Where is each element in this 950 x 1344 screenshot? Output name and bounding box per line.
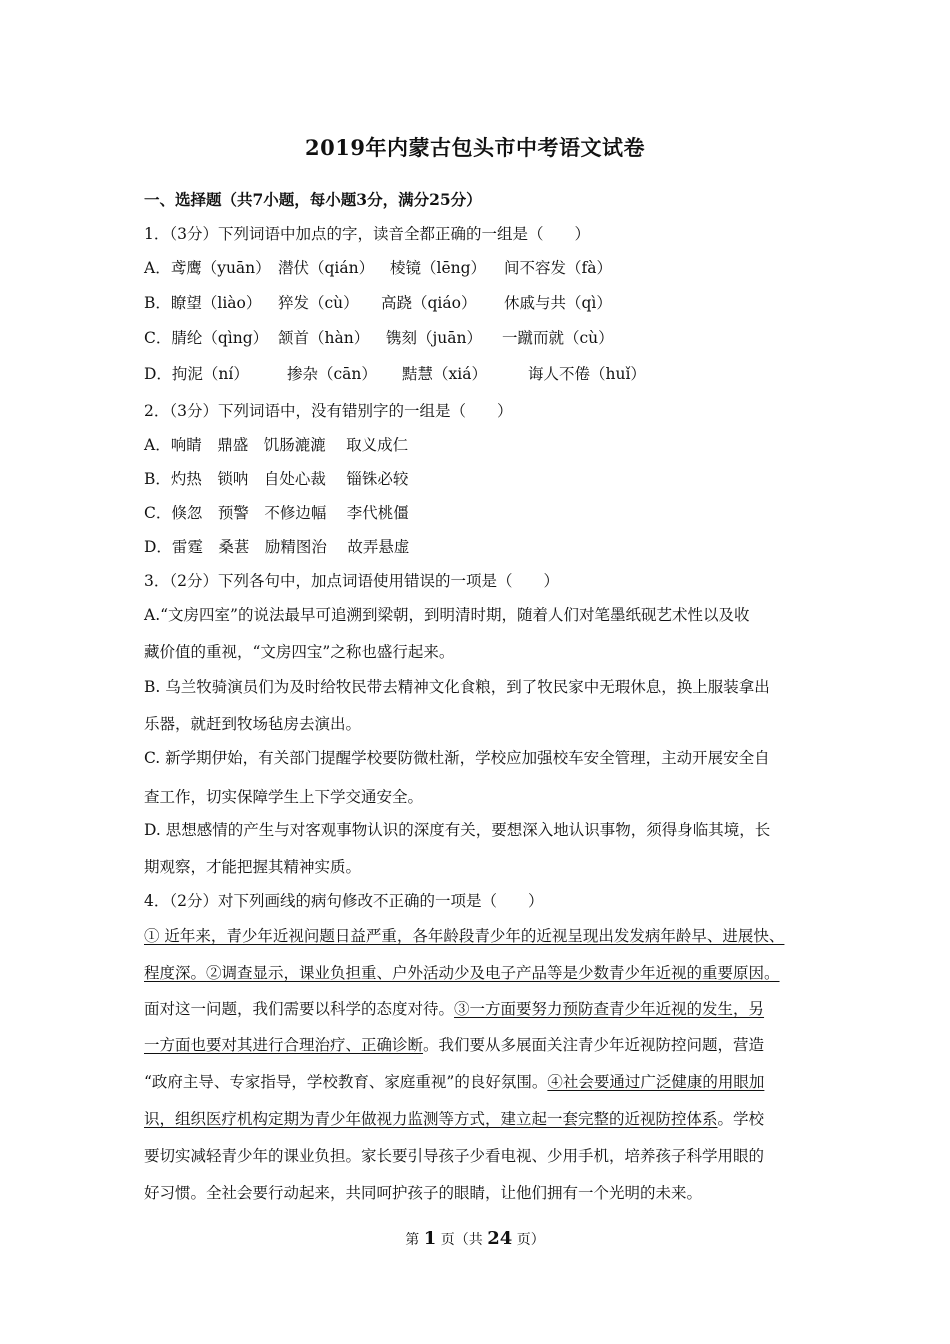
- q4-sentence3-end: 一方面也要对其进行合理治疗、正确诊断: [144, 1036, 424, 1054]
- q4-passage-line4: [144, 1034, 814, 1056]
- q4-text: 。我们要从多展面关注青少年近视防控问题，营造: [423, 1036, 765, 1054]
- q3-option-c-line2: 查工作，切实保障学生上下学交通安全。: [144, 788, 424, 806]
- page-number: 1: [423, 1228, 437, 1249]
- q1-b-2: 猝发（cù）: [278, 294, 359, 312]
- q1-b-3: 高跷（qiáo）: [381, 294, 477, 312]
- q2-option-d: D．雷霆 桑葚 励精图治 故弄悬虚: [144, 538, 410, 556]
- q1-d-2: 掺杂（cān）: [287, 365, 377, 383]
- section-heading: 一、选择题（共7小题，每小题3分，满分25分）: [144, 190, 482, 209]
- q1-a-1: A．鸢鹰（yuān）: [144, 259, 271, 277]
- q4-passage-line8: 好习惯。全社会要行动起来，共同呵护孩子的眼睛，让他们拥有一个光明的未来。: [144, 1184, 703, 1202]
- footer-suffix: 页）: [516, 1232, 545, 1248]
- q3-option-d-line1: D. 思想感情的产生与对客观事物认识的深度有关，要想深入地认识事物，须得身临其境，长: [144, 821, 771, 839]
- q4-sentence4-start: ④社会要通过广泛健康的用眼加: [547, 1073, 765, 1091]
- q1-d-4: 诲人不倦（huǐ）: [528, 365, 646, 383]
- q2-option-c: C．倏忽 预警 不修边幅 李代桃僵: [144, 504, 409, 522]
- q4-passage-line2: [144, 962, 814, 984]
- q1-c-2: 颔首（hàn）: [278, 329, 370, 347]
- q4-passage-line3: [144, 998, 814, 1020]
- q1-c-4: 一蹴而就（cù）: [502, 329, 614, 347]
- q4-text: “政府主导、专家指导，学校教育、家庭重视”的良好氛围。: [144, 1073, 548, 1091]
- q1-c-1: C．腈纶（qìng）: [144, 329, 269, 347]
- q4-text: 面对这一问题，我们需要以科学的态度对待。: [144, 1000, 455, 1018]
- q4-passage-line6: [144, 1108, 814, 1130]
- q3-option-b-line2: 乐器，就赶到牧场毡房去演出。: [144, 715, 362, 733]
- q4-sentence2: ②调查显示，课业负担重、户外活动少及电子产品等是少数青少年近视的重要原因。: [206, 964, 780, 982]
- q3-option-c-line1: C. 新学期伊始，有关部门提醒学校要防微杜渐，学校应加强校车安全管理，主动开展安全自: [144, 749, 770, 767]
- q1-d-1: D．拘泥（ní）: [144, 365, 249, 383]
- q2-option-a: A．响睛 鼎盛 饥肠漉漉 取义成仁: [144, 436, 409, 454]
- footer-prefix: 第: [405, 1232, 420, 1248]
- q4-passage-line5: [144, 1071, 814, 1093]
- q4-passage-line1: ① 近年来，青少年近视问题日益严重，各年龄段青少年的近视呈现出发发病年龄早、进展快、: [144, 927, 785, 945]
- page-title: 2019年内蒙古包头市中考语文试卷: [305, 135, 645, 160]
- q4-stem: 4．（2分）对下列画线的病句修改不正确的一项是（ ）: [144, 892, 544, 910]
- page-footer: [0, 1228, 950, 1249]
- q2-option-b: B．灼热 锁呐 自处心裁 锱铢必较: [144, 470, 409, 488]
- q4-passage-line7: 要切实减轻青少年的课业负担。家长要引导孩子少看电视、少用手机，培养孩子科学用眼的: [144, 1147, 765, 1165]
- q1-a-3: 棱镜（lēng）: [390, 259, 487, 277]
- q2-stem: 2．（3分）下列词语中，没有错别字的一组是（ ）: [144, 402, 513, 420]
- page-total: 24: [487, 1228, 513, 1249]
- q1-b-1: B．瞭望（liào）: [144, 294, 262, 312]
- q3-option-a-line1: A.“文房四室”的说法最早可追溯到梁朝，到明清时期，随着人们对笔墨纸砚艺术性以及收: [144, 606, 750, 624]
- q1-b-4: 休戚与共（qì）: [504, 294, 612, 312]
- q1-a-4: 间不容发（fà）: [504, 259, 612, 277]
- q3-option-a-line2: 藏价值的重视，“文房四宝”之称也盛行起来。: [144, 643, 455, 661]
- q1-stem: 1．（3分）下列词语中加点的字，读音全都正确的一组是（ ）: [144, 225, 590, 243]
- q3-option-b-line1: B. 乌兰牧骑演员们为及时给牧民带去精神文化食粮，到了牧民家中无瑕休息，换上服装拿出: [144, 678, 770, 696]
- q3-stem: 3．（2分）下列各句中，加点词语使用错误的一项是（ ）: [144, 572, 559, 590]
- footer-mid: 页（共: [440, 1232, 483, 1248]
- q4-sentence3-start: ③一方面要努力预防查青少年近视的发生，另: [454, 1000, 765, 1018]
- q1-a-2: 潜伏（qián）: [278, 259, 375, 277]
- q4-sentence1-end: 程度深。: [144, 964, 207, 982]
- q1-d-3: 黠慧（xiá）: [402, 365, 487, 383]
- q1-c-3: 镌刻（juān）: [386, 329, 483, 347]
- q4-text: 。学校: [717, 1110, 765, 1128]
- q3-option-d-line2: 期观察，才能把握其精神实质。: [144, 858, 362, 876]
- q4-sentence4-end: 识，组织医疗机构定期为青少年做视力监测等方式，建立起一套完整的近视防控体系: [144, 1110, 718, 1128]
